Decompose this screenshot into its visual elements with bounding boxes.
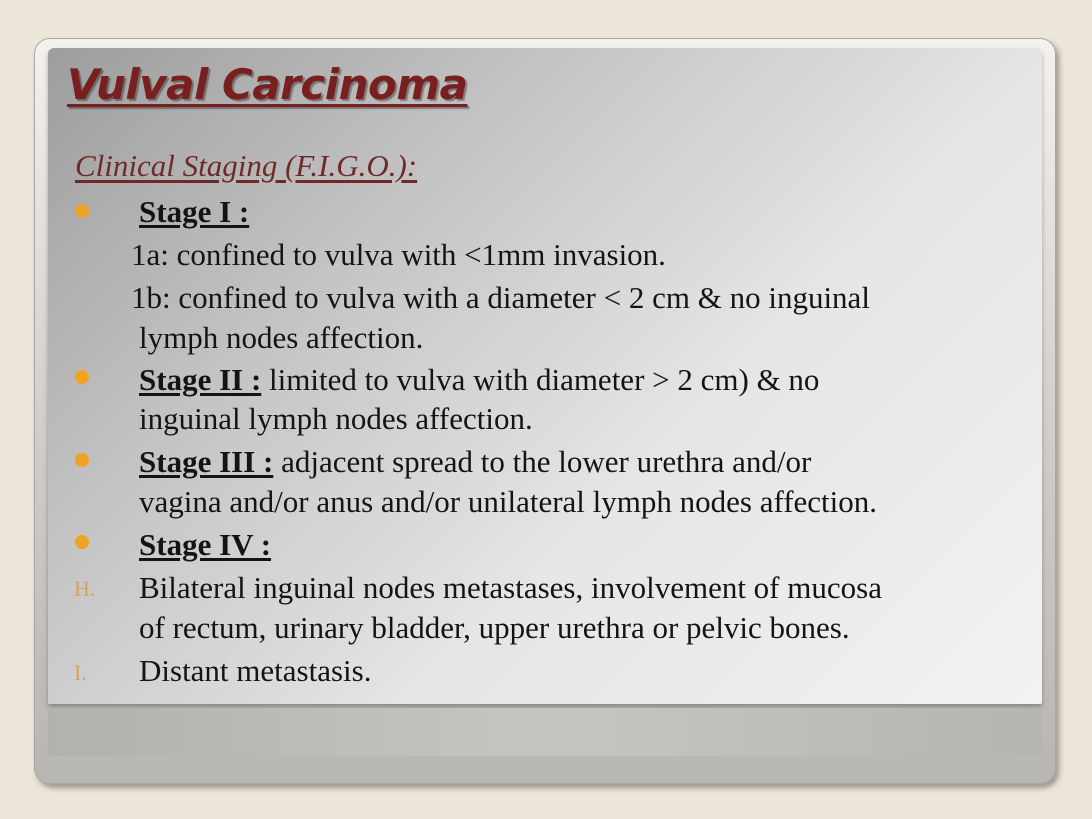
bullet-icon xyxy=(75,370,89,384)
stage-2-label: Stage II : xyxy=(139,362,262,397)
bullet-icon xyxy=(75,453,89,467)
stage-3-line2: vagina and/or anus and/or unilateral lymph nodes affection. xyxy=(139,484,878,519)
slide-footer-band xyxy=(48,708,1042,756)
stage-2-line1 xyxy=(139,364,819,395)
stage-1a-text: 1a: confined to vulva with <1mm invasion. xyxy=(131,237,666,272)
stage-2-text: limited to vulva with diameter > 2 cm) & no xyxy=(261,362,820,397)
bullet-icon xyxy=(75,204,89,218)
stage-4-label: Stage IV : xyxy=(139,527,272,562)
stage-3-label: Stage III : xyxy=(139,444,274,479)
stage-3-text: adjacent spread to the lower urethra and/or xyxy=(273,444,812,479)
slide-title: Vulval Carcinoma xyxy=(67,60,468,109)
stage-1b-text-line2: lymph nodes affection. xyxy=(139,320,424,355)
stage-4-item-h-line1: Bilateral inguinal nodes metastases, involvement of mucosa xyxy=(139,570,882,605)
slide-subtitle: Clinical Staging (F.I.G.O.): xyxy=(75,148,418,183)
stage-2-line2: inguinal lymph nodes affection. xyxy=(139,401,533,436)
bullet-icon xyxy=(75,535,89,549)
stage-3-line1 xyxy=(139,446,811,477)
list-marker-i: I. xyxy=(74,660,87,685)
stage-4-item-i-line1: Distant metastasis. xyxy=(139,653,372,688)
stage-1b-text-line1: 1b: confined to vulva with a diameter < 2 cm & no inguinal xyxy=(131,280,870,315)
stage-1-label: Stage I : xyxy=(139,194,250,229)
stage-4-item-h-line2: of rectum, urinary bladder, upper urethra or pelvic bones. xyxy=(139,610,850,645)
list-marker-h: H. xyxy=(74,576,96,601)
